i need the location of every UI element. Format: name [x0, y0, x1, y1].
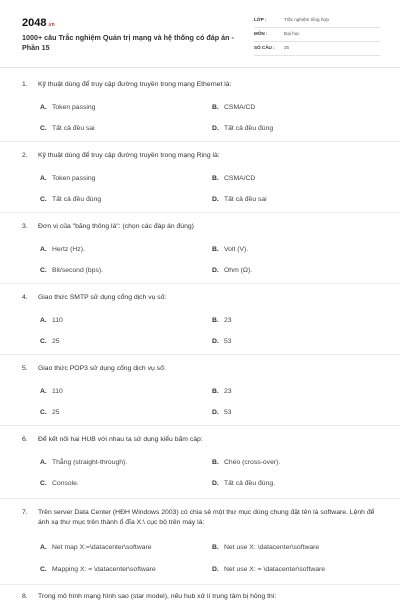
site-logo[interactable]: [22, 17, 55, 29]
option-text: Tất cả đều đúng: [52, 196, 102, 203]
option-letter: D.: [212, 409, 219, 416]
option-letter: B.: [212, 459, 219, 466]
option-c[interactable]: [40, 566, 156, 573]
question-5: [0, 364, 400, 416]
option-c[interactable]: [40, 409, 60, 416]
option-letter: C.: [40, 409, 47, 416]
option-text: Token passing: [52, 175, 96, 182]
question-divider: [0, 425, 400, 426]
option-text: Net map X:=\datacenter\software: [52, 544, 152, 551]
question-number: 6.: [22, 436, 28, 443]
option-letter: A.: [40, 544, 47, 551]
question-number: 2.: [22, 152, 28, 159]
option-letter: A.: [40, 246, 47, 253]
option-a[interactable]: [40, 104, 95, 111]
option-b[interactable]: [212, 317, 232, 324]
question-7: [0, 508, 400, 573]
option-text: Chéo (cross-over).: [224, 459, 281, 466]
question-text-row: [0, 293, 400, 303]
meta-row-count: [254, 43, 380, 56]
option-d[interactable]: [212, 480, 275, 487]
meta-value: 25: [284, 45, 290, 50]
question-number: 7.: [22, 509, 28, 516]
question-divider: [0, 141, 400, 142]
meta-value: Đại học: [284, 31, 300, 36]
option-a[interactable]: [40, 246, 85, 253]
option-text: Hertz (Hz).: [52, 246, 85, 253]
option-letter: B.: [212, 246, 219, 253]
option-text: Tất cả đều đúng: [224, 125, 274, 132]
option-c[interactable]: [40, 196, 101, 203]
logo-text: 2048: [22, 17, 47, 29]
question-text: Trên server Data Center (HĐH Windows 2003) có chia sẻ một thư mục dùng chung đặt tên là software. Lệnh để ánh xạ thư mục trên thành ổ đĩa X:\ cục bộ trên máy là:: [38, 509, 375, 526]
option-d[interactable]: [212, 409, 232, 416]
option-letter: C.: [40, 566, 47, 573]
option-letter: A.: [40, 459, 47, 466]
option-letter: B.: [212, 544, 219, 551]
option-letter: C.: [40, 338, 47, 345]
option-letter: B.: [212, 388, 219, 395]
question-number: 5.: [22, 365, 28, 372]
question-8: [0, 592, 400, 600]
option-letter: B.: [212, 317, 219, 324]
option-b[interactable]: [212, 246, 248, 253]
option-text: Net use X: = \datacenter\software: [224, 566, 326, 573]
document-meta: [254, 15, 380, 57]
question-text-row: [0, 508, 400, 528]
question-1: [0, 80, 400, 132]
option-a[interactable]: [40, 459, 127, 466]
option-d[interactable]: [212, 566, 325, 573]
question-number: 3.: [22, 223, 28, 230]
meta-label: MÔN :: [254, 31, 268, 36]
question-number: 1.: [22, 81, 28, 88]
option-c[interactable]: [40, 125, 95, 132]
option-letter: C.: [40, 480, 47, 487]
meta-label: SỐ CÂU :: [254, 45, 275, 50]
question-text-row: [0, 435, 400, 445]
option-letter: C.: [40, 196, 47, 203]
question-text-row: [0, 151, 400, 161]
option-d[interactable]: [212, 267, 252, 274]
option-letter: D.: [212, 267, 219, 274]
option-b[interactable]: [212, 175, 255, 182]
option-b[interactable]: [212, 104, 255, 111]
option-letter: D.: [212, 480, 219, 487]
question-text-row: [0, 592, 400, 600]
option-text: Ohm (Ω).: [224, 267, 253, 274]
option-text: 25: [52, 338, 60, 345]
meta-row-class: [254, 15, 380, 28]
question-text: Kỹ thuật dùng để truy cập đường truyền trong mạng Ring là:: [38, 152, 220, 159]
question-divider: [0, 212, 400, 213]
option-text: 23: [224, 317, 232, 324]
option-text: 53: [224, 338, 232, 345]
question-divider: [0, 498, 400, 499]
question-text-row: [0, 222, 400, 232]
question-text: Trong mô hình mạng hình sao (star model), nếu hub xử lí trung tâm bị hỏng thì:: [38, 593, 277, 600]
option-letter: A.: [40, 104, 47, 111]
option-a[interactable]: [40, 175, 95, 182]
option-b[interactable]: [212, 388, 232, 395]
option-a[interactable]: [40, 544, 152, 551]
option-text: Tất cả đều sai: [224, 196, 267, 203]
option-c[interactable]: [40, 267, 103, 274]
option-letter: C.: [40, 267, 47, 274]
option-c[interactable]: [40, 480, 79, 487]
option-d[interactable]: [212, 125, 273, 132]
option-text: Bit/second (bps).: [52, 267, 103, 274]
question-text: Giao thức SMTP sử dụng cổng dịch vụ số:: [38, 294, 167, 301]
option-letter: A.: [40, 388, 47, 395]
question-number: 8.: [22, 593, 28, 600]
option-b[interactable]: [212, 459, 280, 466]
page-header: [0, 0, 400, 70]
option-letter: B.: [212, 104, 219, 111]
option-letter: D.: [212, 125, 219, 132]
meta-value: Trắc nghiệm tổng hợp: [284, 17, 329, 22]
option-letter: D.: [212, 338, 219, 345]
meta-label: LỚP :: [254, 17, 267, 22]
question-4: [0, 293, 400, 345]
option-c[interactable]: [40, 338, 60, 345]
option-letter: C.: [40, 125, 47, 132]
option-text: 53: [224, 409, 232, 416]
question-divider: [0, 354, 400, 355]
logo-tld: .vn: [47, 22, 55, 28]
option-b[interactable]: [212, 544, 319, 551]
option-text: 23: [224, 388, 232, 395]
question-6: [0, 435, 400, 487]
header-divider: [0, 67, 400, 68]
question-text: Giao thức POP3 sử dụng cổng dịch vụ số:: [38, 365, 166, 372]
document-title: 1000+ câu Trắc nghiệm Quản trị mạng và hệ thống có đáp án - Phần 15: [22, 33, 234, 52]
option-letter: B.: [212, 175, 219, 182]
option-text: CSMA/CD: [224, 175, 256, 182]
question-divider: [0, 283, 400, 284]
option-a[interactable]: [40, 388, 63, 395]
question-3: [0, 222, 400, 274]
option-text: Console.: [52, 480, 79, 487]
option-text: 110: [52, 317, 63, 324]
option-d[interactable]: [212, 338, 232, 345]
option-text: Volt (V).: [224, 246, 249, 253]
meta-row-subject: [254, 29, 380, 42]
option-letter: D.: [212, 196, 219, 203]
option-text: Tất cả đều sai: [52, 125, 95, 132]
question-text-row: [0, 364, 400, 374]
option-d[interactable]: [212, 196, 267, 203]
question-text-row: [0, 80, 400, 90]
option-text: Thẳng (straight-through).: [52, 459, 128, 466]
question-text: Kỹ thuật dùng để truy cập đường truyền trong mạng Ethernet là:: [38, 81, 232, 88]
option-letter: A.: [40, 317, 47, 324]
question-2: [0, 151, 400, 203]
option-text: 110: [52, 388, 63, 395]
option-text: 25: [52, 409, 60, 416]
question-text: Đơn vị của "băng thông là": (chọn các đáp án đúng): [38, 223, 194, 230]
option-letter: D.: [212, 566, 219, 573]
option-text: CSMA/CD: [224, 104, 256, 111]
option-letter: A.: [40, 175, 47, 182]
option-text: Tất cả đều đúng.: [224, 480, 276, 487]
option-a[interactable]: [40, 317, 63, 324]
question-text: Để kết nối hai HUB với nhau ta sử dụng kiểu bấm cáp:: [38, 436, 203, 443]
option-text: Mapping X: = \datacenter\software: [52, 566, 156, 573]
question-divider: [0, 584, 400, 585]
option-text: Net use X: \datacenter\software: [224, 544, 320, 551]
option-text: Token passing: [52, 104, 96, 111]
question-number: 4.: [22, 294, 28, 301]
